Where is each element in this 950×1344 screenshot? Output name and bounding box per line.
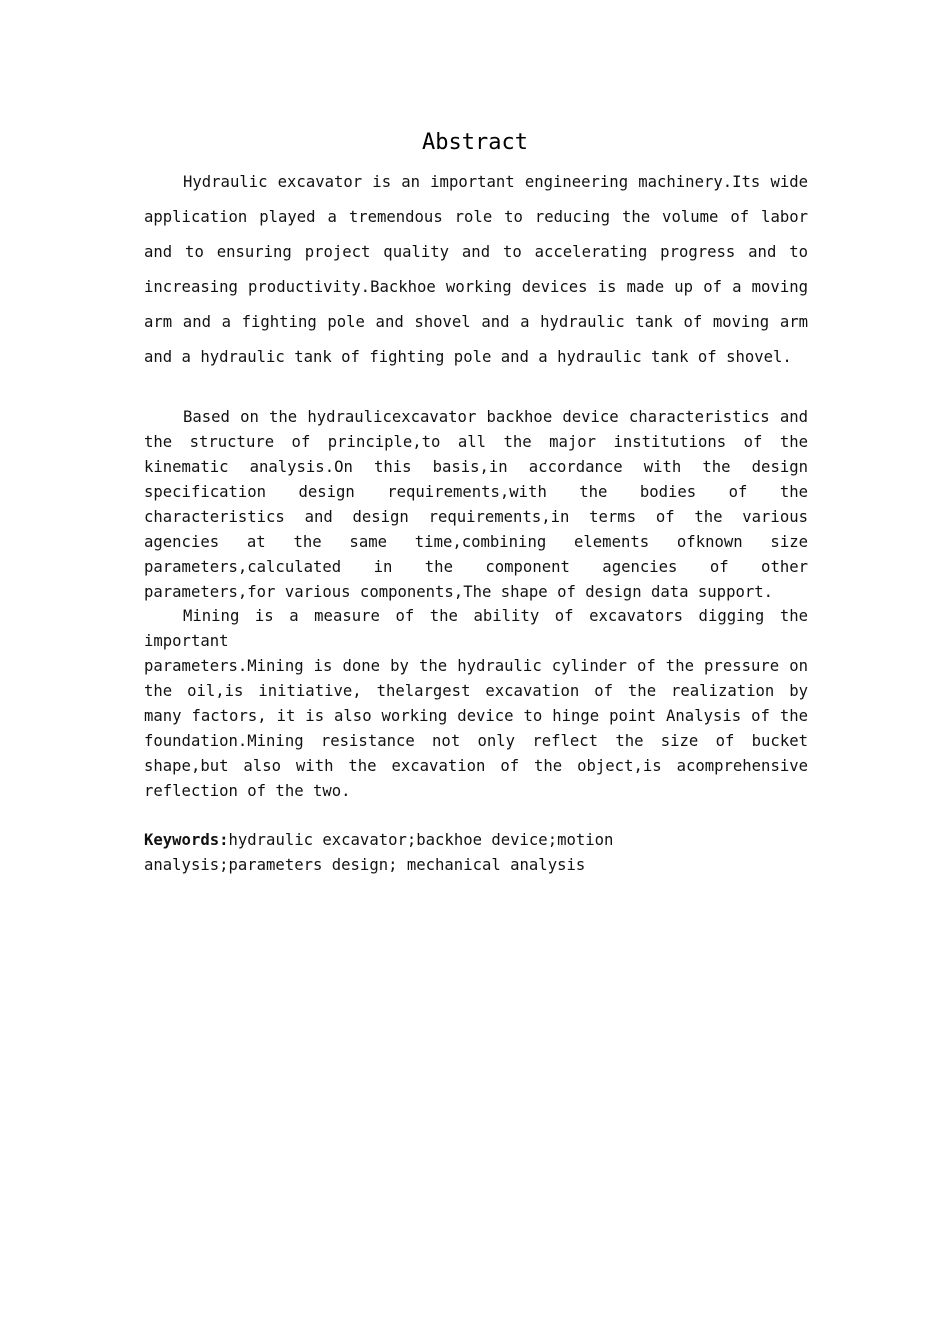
page-title: Abstract: [422, 130, 528, 155]
keywords-label: Keywords:: [144, 831, 229, 849]
abstract-paragraph-3-lead: Mining is a measure of the ability of excavators digging the important: [144, 607, 808, 650]
abstract-paragraph-2: Based on the hydraulicexcavator backhoe device characteristics and the structure of principle,to all the major institutions of the kinematic analysis.On this basis,in accordance with the design specification design requirements,with the bodies of the characteristics and design requirements,in terms of the various agencies at the same time,combining elements ofknown size parameters,calculated in the component agencies of other parameters,for various components,The shape of design data support.: [144, 408, 808, 601]
keywords-line: [144, 828, 664, 878]
abstract-paragraph-3-rest: parameters.Mining is done by the hydraulic cylinder of the pressure on the oil,is initiative, thelargest excavation of the realization by many factors, it is also working device to hinge point Analysis of the foundation.Mining resistance not only reflect the size of bucket shape,but also with the excavation of the object,is acomprehensive reflection of the two.: [144, 657, 808, 800]
keywords-text: hydraulic excavator;backhoe device;motion analysis;parameters design; mechanical analysis: [144, 831, 614, 874]
abstract-paragraph-1: Hydraulic excavator is an important engineering machinery.Its wide application played a tremendous role to reducing the volume of labor and to ensuring project quality and to accelerating progress and to increasing productivity.Backhoe working devices is made up of a moving arm and a fighting pole and shovel and a hydraulic tank of moving arm and a hydraulic tank of fighting pole and a hydraulic tank of shovel.: [144, 173, 808, 366]
abstract-paragraph-3: [144, 604, 808, 804]
